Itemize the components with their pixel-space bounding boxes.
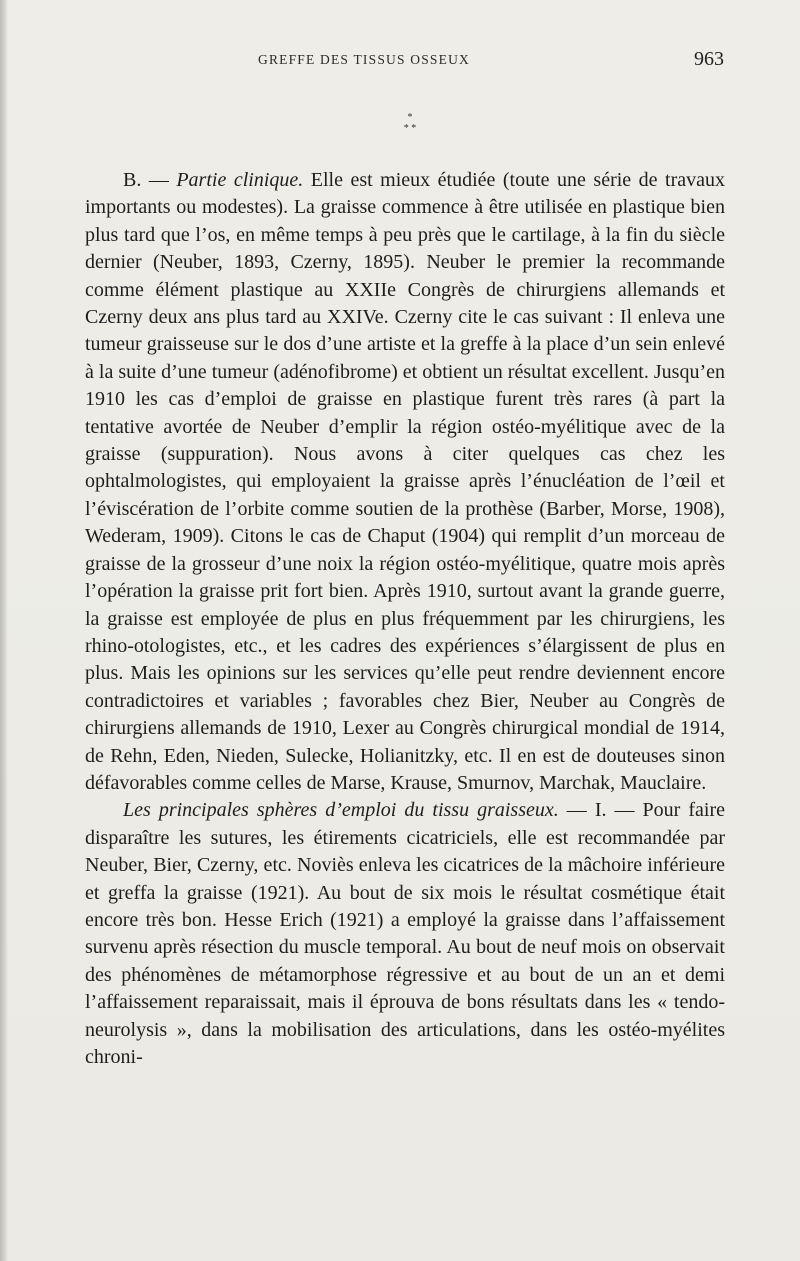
page-header — [84, 50, 724, 76]
asterism-ornament — [380, 112, 440, 134]
section-heading: Partie clinique. — [176, 169, 304, 191]
section-lead: B. — — [123, 169, 177, 191]
paragraph-principal-spheres — [85, 797, 725, 1071]
paragraph-clinical-part — [85, 167, 725, 797]
asterism-top-star: * — [407, 112, 413, 123]
subsection-heading: Les principales sphères d’emploi du tissu graisseux. — [123, 799, 559, 822]
main-text — [85, 167, 725, 1071]
page-edge-shadow — [0, 0, 8, 1261]
page-number: 963 — [694, 48, 724, 70]
paragraph-body: — I. — Pour faire disparaître les sutures, les étirements cicatriciels, elle est recommandée par Neuber, Bier, Czerny, etc. Noviès enleva les cicatrices de la mâchoire inférieure et greffa la graisse (1921). Au bout de six mois le résultat cosmétique était encore très bon. Hesse Erich (1921) a employé la graisse dans l’affaissement survenu après résection du muscle temporal. Au bout de neuf mois on observait des phénomènes de métamorphose régressive et au bout de un an et demi l’affaissement reparaissait, mais il éprouva de bons résultats dans les « tendo-neurolysis », dans la mobilisation des articulations, dans les ostéo-myélites chroni- — [85, 799, 725, 1068]
asterism-bottom-stars: * * — [403, 123, 417, 134]
running-title: GREFFE DES TISSUS OSSEUX — [258, 52, 470, 67]
paragraph-body: Elle est mieux étudiée (toute une série de travaux importants ou modestes). La graisse commence à être utilisée en plastique bien plus tard que l’os, en même temps à peu près que le cartilage, à la fin du siècle dernier (Neuber, 1893, Czerny, 1895). Neuber le premier la recommande comme élément plastique au XXIIe Congrès de chirurgiens allemands et Czerny deux ans plus tard au XXIVe. Czerny cite le cas suivant : Il enleva une tumeur graisseuse sur le dos d’une artiste et la greffe à la place d’un sein enlevé à la suite d’une tumeur (adénofibrome) et obtient un résultat excellent. Jusqu’en 1910 les cas d’emploi de graisse en plastique furent très rares (à part la tentative avortée de Neuber d’emplir la région ostéo-myélitique avec de la graisse (suppuration). Nous avons à citer quelques cas chez les ophtalmologistes, qui employaient la graisse après l’énucléation de l’œil et l’éviscération de l’orbite comme soutien de la prothèse (Barber, Morse, 1908), Wederam, 1909). Citons le cas de Chaput (1904) qui remplit d’un morceau de graisse de la grosseur d’une noix la région ostéo-myélitique, quatre mois après l’opération la graisse prit fort bien. Après 1910, surtout avant la grande guerre, la graisse est employée de plus en plus fréquemment par les chirurgiens, les rhino-otologistes, etc., et les cadres des expériences s’élargissent de plus en plus. Mais les opinions sur les services qu’elle peut rendre deviennent encore contradictoires et variables ; favorables chez Bier, Neuber au Congrès de chirurgiens allemands de 1910, Lexer au Congrès chirurgical mondial de 1914, de Rehn, Eden, Nieden, Sulecke, Holianitzky, etc. Il en est de douteuses sinon défavorables comme celles de Marse, Krause, Smurnov, Marchak, Mauclaire. — [85, 169, 726, 794]
